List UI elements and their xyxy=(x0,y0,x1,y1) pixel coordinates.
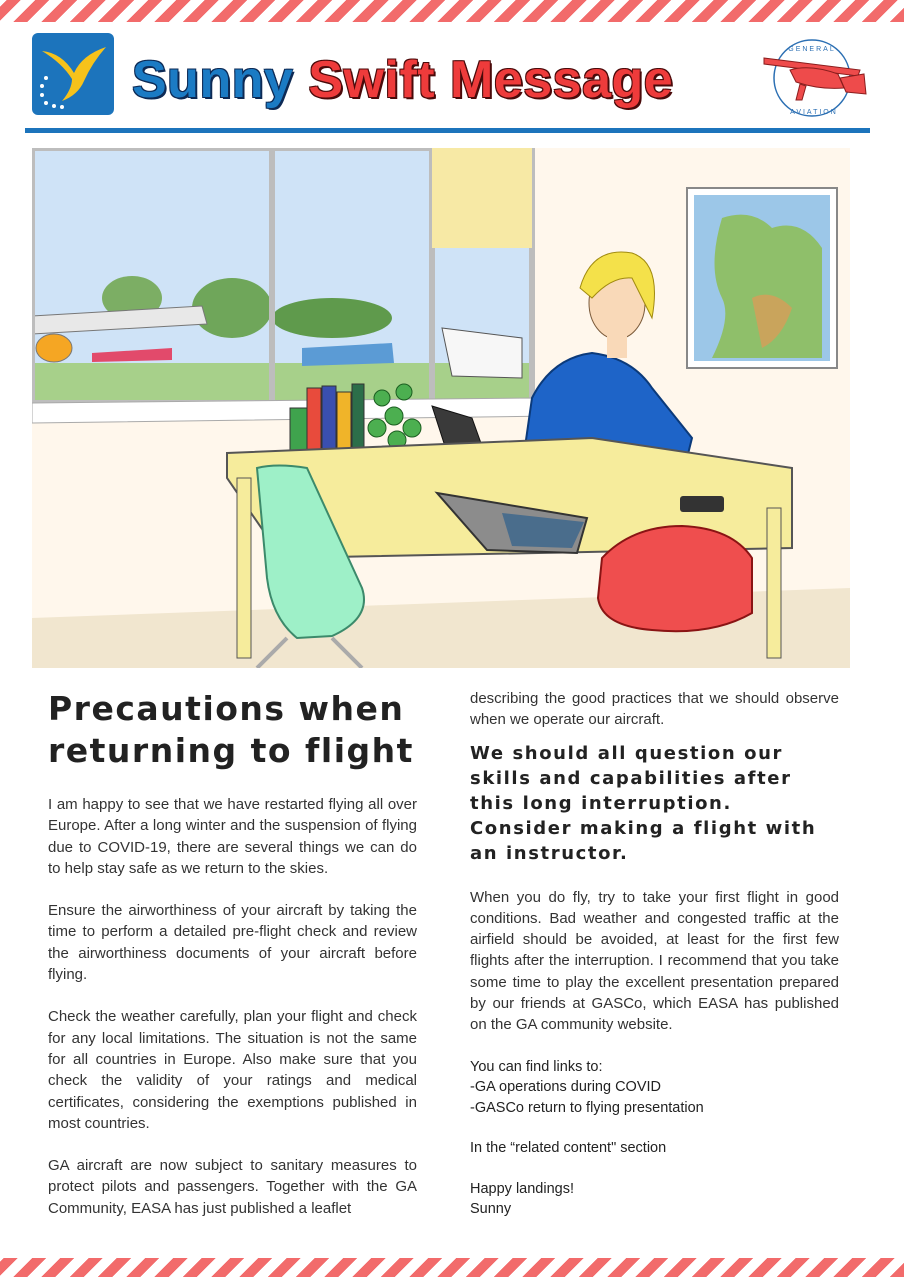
link-ga-operations[interactable]: -GA operations during COVID xyxy=(470,1079,662,1096)
links-list xyxy=(470,1057,839,1119)
paragraph-weather: Check the weather carefully, plan your flight and check for any local limitations. The situation is not the same for all countries in Europe. Also make sure that you check the validity of your ratings and medical certificates, considering the exemptions published in most countries. xyxy=(48,1008,417,1132)
signoff-line-2: Sunny xyxy=(470,1201,512,1218)
bottom-border-stripe xyxy=(0,1258,904,1277)
paragraph-first-flight: When you do fly, try to take your first flight in good conditions. Bad weather and congested traffic at the airfield should be avoided, at least for the first few flights after the interruption. I recommend that you take some time to play the excellent presentation prepared by our friends at GASCo, which EASA has published on the GA community website. xyxy=(470,888,839,1034)
article-right-column xyxy=(470,688,839,1240)
heading-line-2: returning to flight xyxy=(48,731,414,770)
related-content-note: In the “related content" section xyxy=(470,1140,667,1157)
heading-line-1: Precautions when xyxy=(48,689,405,728)
paragraph-continued: describing the good practices that we should observe when we operate our aircraft. xyxy=(470,690,839,729)
paragraph-airworthiness: Ensure the airworthiness of your aircraft by taking the time to perform a detailed pre-flight check and review the airworthiness documents of your aircraft before flying. xyxy=(48,902,417,984)
paragraph-intro: I am happy to see that we have restarted flying all over Europe. After a long winter and the suspension of flying due to COVID-19, there are several things we can do to help stay safe as we return to the skies. xyxy=(48,796,417,877)
signoff xyxy=(470,1179,839,1220)
title-word-swift-message: Swift Message xyxy=(308,51,674,109)
easa-logo-icon xyxy=(32,33,114,115)
newsletter-title xyxy=(132,45,752,115)
general-aviation-logo-icon xyxy=(760,34,870,122)
office-illustration xyxy=(32,148,850,668)
header-divider xyxy=(25,128,870,133)
links-intro: You can find links to: xyxy=(470,1058,603,1075)
article-heading xyxy=(48,688,417,772)
top-border-stripe xyxy=(0,0,904,22)
paragraph-sanitary: GA aircraft are now subject to sanitary measures to protect pilots and passengers. Together with the GA Community, EASA has just published a leaflet xyxy=(48,1157,417,1217)
link-gasco-presentation[interactable]: -GASCo return to flying presentation xyxy=(470,1099,704,1116)
title-word-sunny: Sunny xyxy=(132,51,294,109)
callout-instructor: We should all question our skills and capabilities after this long interruption. Consider making a flight with an instructor. xyxy=(470,742,817,864)
signoff-line-1: Happy landings! xyxy=(470,1180,574,1197)
article-left-column xyxy=(48,688,417,1240)
logo-text-aviation: AVIATION xyxy=(790,109,838,116)
logo-text-general: GENERAL xyxy=(788,46,836,53)
